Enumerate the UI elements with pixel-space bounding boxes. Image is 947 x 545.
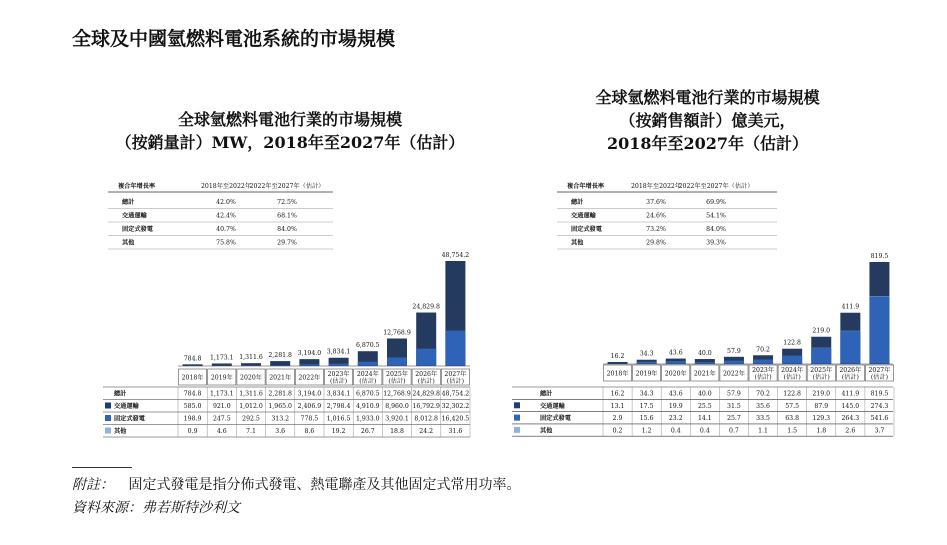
chart-2-table-cell: 87.9 [814, 402, 829, 410]
chart-2-category-label: 2018年 [606, 370, 629, 378]
chart-1-table-cell: 778.5 [300, 415, 319, 423]
chart-2-table-cell: 34.3 [639, 390, 654, 398]
chart-1-cagr-row-value: 84.0% [277, 226, 297, 233]
chart-2-category-label-sub: (估計) [783, 374, 801, 381]
chart-2-cagr-row-value: 54.1% [706, 212, 726, 220]
chart-1-bar-total-label: 2,281.8 [268, 352, 293, 360]
chart-1-cagr-row-value: 68.1% [277, 212, 297, 220]
chart-2-table-cell: 264.3 [841, 415, 860, 423]
chart-2-table-cell: 2.9 [612, 415, 623, 423]
chart-2-bar-segment-stationary [840, 331, 860, 364]
chart-1-category-label-sub: (估計) [388, 378, 406, 385]
chart-1-bar-total-label: 1,173.1 [209, 354, 234, 362]
chart-1-table-row-label: 總計 [114, 390, 127, 398]
chart-2-cagr-row-label: 總計 [571, 199, 584, 206]
chart-1-bar-total-label: 3,834.1 [326, 348, 351, 356]
chart-1-cagr-header-label: 複合年增長率 [118, 183, 156, 190]
chart-1-table-cell: 16,792.9 [412, 403, 440, 410]
chart-1-table-cell: 1,173.1 [209, 390, 234, 398]
chart-1-table-cell: 18.8 [390, 428, 404, 435]
chart-1-bar-total-label: 48,754.2 [441, 252, 470, 259]
chart-2-table-cell: 31.5 [727, 402, 741, 410]
chart-1-bar-segment-stationary [416, 349, 436, 366]
chart-1-table-cell: 2,406.9 [297, 403, 322, 410]
chart-2-table-row-label: 總計 [540, 390, 553, 398]
chart-2-table-cell: 17.5 [639, 402, 654, 410]
chart-2-cagr-header-period-1: 2018年至2022年 [630, 183, 682, 190]
chart-1-table-cell: 4,910.9 [355, 403, 380, 410]
chart-2-bar-total-label: 219.0 [812, 327, 831, 335]
chart-2-title-line-1: 全球氫燃料電池行業的市場規模 [595, 88, 820, 107]
chart-1-category-label-sub: (估計) [329, 378, 348, 385]
chart-1-table-cell: 6,870.5 [355, 390, 380, 398]
chart-1-table-cell: 3,834.1 [326, 390, 351, 398]
footnote-divider [72, 467, 132, 468]
chart-2-table-cell: 23.2 [668, 415, 683, 423]
chart-1-table-cell: 26.7 [360, 428, 375, 435]
chart-2-table-cell: 1.8 [816, 427, 827, 435]
chart-1-table-cell: 313.2 [271, 415, 290, 423]
chart-2-bar-total-label: 411.9 [841, 303, 860, 311]
chart-1-table-cell: 3,920.1 [385, 415, 409, 423]
chart-2-table-cell: 122.8 [783, 390, 802, 398]
chart-1-bar-segment-stationary [445, 331, 465, 366]
chart-1-legend-swatch-other [105, 428, 111, 434]
chart-1-table-cell: 16,420.5 [441, 415, 470, 423]
chart-1-bar-segment-stationary [387, 358, 407, 366]
chart-1-legend-swatch-stationary [105, 415, 111, 421]
chart-1-title-line-2: （按銷量計）MW，2018年至2027年（估計） [115, 133, 465, 152]
chart-2-bar-total-label: 43.6 [668, 349, 683, 357]
chart-1-category-label: 2020年 [240, 374, 262, 382]
chart-1-bar-segment-stationary [358, 362, 378, 366]
chart-1-table-cell: 12,768.9 [383, 390, 411, 398]
chart-2-table-cell: 14.1 [697, 415, 712, 423]
chart-1-bar-segment-stationary [329, 364, 349, 366]
chart-2-legend-swatch-stationary [514, 415, 520, 421]
chart-2-bar-segment-stationary [811, 348, 831, 364]
chart-2-category-label: 2020年 [664, 370, 687, 378]
chart-2-table-cell: 145.0 [841, 402, 860, 410]
chart-2-category-label: 2027年 [868, 367, 891, 374]
chart-2-table-cell: 0.4 [699, 427, 710, 435]
chart-2-table-cell: 1.2 [641, 427, 652, 435]
chart-2-category-label-sub: (估計) [754, 374, 772, 381]
chart-1-table-cell: 32,302.2 [441, 403, 470, 410]
chart-1-table-row-label: 交通運輸 [114, 403, 139, 410]
chart-1-bar-total-label: 784.8 [183, 355, 202, 363]
chart-1-bar-total-label: 3,194.0 [297, 350, 322, 358]
chart-2-cagr-row-value: 73.2% [646, 226, 666, 233]
chart-2-category-label-sub: (估計) [870, 374, 889, 381]
chart-2-cagr-row-value: 29.8% [646, 239, 666, 247]
chart-2-table-cell: 0.4 [670, 427, 681, 435]
chart-2-bar-segment-stationary [666, 361, 686, 364]
chart-1-table-row-label: 其他 [114, 428, 127, 435]
chart-2-bar-total-label: 40.0 [697, 350, 712, 358]
chart-1-table-cell: 24,829.8 [412, 390, 440, 398]
chart-2-legend-swatch-transport [514, 402, 520, 408]
chart-2-table-cell: 3.7 [874, 427, 885, 435]
chart-2-cagr-row-value: 24.6% [646, 212, 666, 220]
chart-1-category-label: 2024年 [356, 371, 379, 378]
chart-1-cagr-row-value: 42.0% [216, 199, 236, 206]
chart-1-legend-swatch-transport [105, 403, 111, 409]
chart-2-table-cell: 19.9 [668, 402, 683, 410]
chart-1-cagr-row-label: 交通運輸 [122, 212, 147, 220]
footnote-text: 固定式發電是指分佈式發電、熱電聯產及其他固定式常用功率。 [128, 477, 521, 493]
chart-2-table-cell: 70.2 [756, 390, 770, 398]
chart-2-title-line-2: （按銷售額計）億美元， [619, 111, 796, 130]
chart-2-table-row-label: 固定式發電 [540, 415, 571, 423]
chart-2-table-cell: 129.3 [812, 415, 831, 423]
chart-2-table-cell: 40.0 [697, 390, 712, 398]
chart-1-table-cell: 1,933.0 [355, 415, 380, 423]
chart-1-category-label-sub: (估計) [359, 378, 377, 385]
chart-1-table-cell: 8.6 [304, 428, 315, 435]
chart-2-cagr-row-value: 39.3% [706, 239, 726, 247]
chart-1-cagr-row-value: 40.7% [216, 226, 236, 233]
chart-1-table-cell: 4.6 [216, 428, 227, 435]
chart-2-category-label: 2025年 [810, 367, 833, 374]
chart-1-table-cell: 48,754.2 [441, 390, 470, 398]
chart-1-table-cell: 1,016.5 [326, 415, 351, 423]
chart-2-cagr-row-label: 固定式發電 [571, 226, 602, 233]
chart-1-table-cell: 292.5 [242, 415, 260, 423]
chart-2-table-cell: 15.6 [639, 415, 654, 423]
chart-1-category-label: 2027年 [444, 371, 467, 378]
chart-1-table-cell: 2,281.8 [268, 390, 293, 398]
chart-1-table-cell: 1,311.6 [239, 390, 263, 398]
chart-1-bar-total-label: 1,311.6 [239, 354, 263, 362]
chart-2-table-cell: 274.3 [870, 402, 889, 410]
chart-1-table-cell: 7.1 [246, 428, 256, 435]
chart-1-category-label: 2023年 [327, 371, 350, 378]
chart-1-table-cell: 19.2 [331, 428, 346, 435]
chart-2-table-row-label: 交通運輸 [540, 402, 565, 410]
chart-2-table-cell: 0.2 [612, 427, 623, 435]
chart-2-table-cell: 25.5 [697, 402, 712, 410]
chart-1-table-cell: 1,012.0 [239, 403, 263, 410]
chart-2-category-label: 2023年 [752, 367, 775, 374]
chart-1-category-label-sub: (估計) [446, 378, 465, 385]
chart-2-category-label: 2022年 [722, 370, 745, 378]
chart-2-table-cell: 819.5 [870, 390, 889, 398]
chart-2-cagr-row-value: 37.6% [646, 199, 666, 206]
chart-2-bar-segment-stationary [869, 297, 889, 364]
chart-2-table-cell: 1.1 [758, 427, 768, 435]
chart-1-cagr-header-period-1: 2018年至2022年 [200, 183, 252, 190]
chart-1-cagr-row-value: 42.4% [216, 212, 236, 220]
chart-2-table-cell: 1.5 [787, 427, 798, 435]
chart-1-table-cell: 784.8 [183, 390, 202, 398]
chart-2-table-cell: 411.9 [841, 390, 860, 398]
chart-1-table-cell: 247.5 [212, 415, 231, 423]
chart-2-category-label: 2026年 [839, 367, 862, 374]
chart-1-category-label: 2025年 [386, 371, 408, 378]
chart-2-table-cell: 57.5 [785, 402, 800, 410]
chart-1-bar-total [270, 361, 290, 366]
chart-2-title-line-3: 2018年至2027年（估計） [606, 134, 809, 153]
chart-2-category-label-sub: (估計) [812, 374, 830, 381]
chart-2-table-cell: 541.6 [870, 415, 889, 423]
chart-1-table-cell: 8,012.8 [414, 415, 439, 423]
chart-2-cagr-row-value: 69.9% [706, 199, 726, 206]
chart-2-bar-total-label: 34.3 [639, 350, 654, 358]
chart-2-table-cell: 57.9 [727, 390, 741, 398]
chart-2-table-cell: 13.1 [610, 402, 625, 410]
chart-1-cagr-row-value: 29.7% [277, 239, 297, 247]
chart-2-category-label: 2024年 [781, 367, 804, 374]
chart-2-bar-segment-stationary [782, 356, 802, 364]
chart-2-cagr-header-label: 複合年增長率 [567, 183, 605, 190]
chart-2-table-cell: 219.0 [812, 390, 831, 398]
chart-1-table-cell: 1,965.0 [268, 403, 293, 410]
chart-2-legend-swatch-other [514, 427, 520, 433]
chart-2-cagr-header-period-2: 2022年至2027年（估計） [678, 183, 754, 190]
chart-1-table-cell: 3.6 [275, 428, 286, 435]
chart-2-bar-segment-stationary [724, 361, 744, 364]
chart-1-category-label: 2018年 [181, 374, 204, 382]
chart-1-cagr-row-label: 固定式發電 [122, 226, 153, 233]
chart-2-category-label: 2021年 [693, 370, 716, 378]
chart-1-bar-total-label: 12,768.9 [383, 329, 411, 337]
chart-2-cagr-row-label: 交通運輸 [571, 212, 596, 220]
chart-1-category-label: 2019年 [210, 374, 233, 382]
page-title: 全球及中國氫燃料電池系統的市場規模 [72, 28, 396, 50]
chart-1-cagr-row-label: 其他 [122, 239, 135, 247]
chart-1-category-label: 2021年 [269, 374, 292, 382]
footnote [72, 474, 520, 494]
source-note: 資料來源：弗若斯特沙利文 [72, 500, 240, 516]
chart-2-cagr-row-label: 其他 [571, 239, 584, 247]
chart-1-category-label-sub: (估計) [417, 378, 435, 385]
chart-1-table-cell: 585.0 [183, 403, 202, 410]
chart-2-bar-total-label: 57.9 [727, 347, 741, 355]
chart-1-table-cell: 2,798.4 [326, 403, 351, 410]
chart-2-bar-total-label: 819.5 [870, 253, 889, 260]
chart-2-bar-total-label: 16.2 [610, 352, 625, 360]
chart-2-table-cell: 16.2 [610, 390, 625, 398]
chart-1-title-line-1: 全球氫燃料電池行業的市場規模 [177, 110, 402, 129]
chart-1-table-cell: 921.0 [212, 403, 231, 410]
chart-1-table-cell: 31.6 [448, 428, 463, 435]
chart-1-table-cell: 198.9 [183, 415, 202, 423]
chart-2-table-cell: 35.6 [756, 402, 770, 410]
chart-2-bar-total-label: 122.8 [783, 339, 802, 347]
chart-2-category-label-sub: (估計) [841, 374, 859, 381]
chart-1-bar-total-label: 6,870.5 [355, 342, 380, 350]
chart-2-table-cell: 0.7 [729, 427, 739, 435]
chart-2-bar-segment-stationary [753, 360, 773, 364]
chart-1-table-cell: 3,194.0 [297, 390, 322, 398]
chart-2-category-label: 2019年 [635, 370, 658, 378]
chart-1-cagr-row-value: 75.8% [216, 239, 236, 247]
chart-1-table-cell: 8,960.0 [385, 403, 409, 410]
footnote-label: 附註： [72, 477, 114, 493]
chart-1-cagr-row-value: 72.5% [277, 199, 297, 206]
chart-2-table-row-label: 其他 [540, 427, 553, 435]
chart-2-table-cell: 33.5 [756, 415, 770, 423]
chart-2-table-cell: 63.8 [785, 415, 800, 423]
chart-1-category-label: 2026年 [415, 371, 438, 378]
chart-1-category-label: 2022年 [298, 374, 321, 382]
chart-2-bar-total-label: 70.2 [756, 346, 770, 354]
chart-2-cagr-row-value: 84.0% [706, 226, 726, 233]
chart-2-table-cell: 25.7 [727, 415, 741, 423]
chart-1-table-cell: 24.2 [419, 428, 434, 435]
chart-2-table-cell: 43.6 [668, 390, 683, 398]
chart-1-cagr-header-period-2: 2022年至2027年（估計） [249, 183, 325, 190]
chart-1-bar-total-label: 24,829.8 [412, 303, 440, 311]
chart-1-table-row-label: 固定式發電 [114, 415, 145, 423]
chart-1-cagr-row-label: 總計 [122, 199, 135, 206]
chart-2-table-cell: 2.6 [845, 427, 856, 435]
chart-1-table-cell: 0.9 [187, 428, 198, 435]
